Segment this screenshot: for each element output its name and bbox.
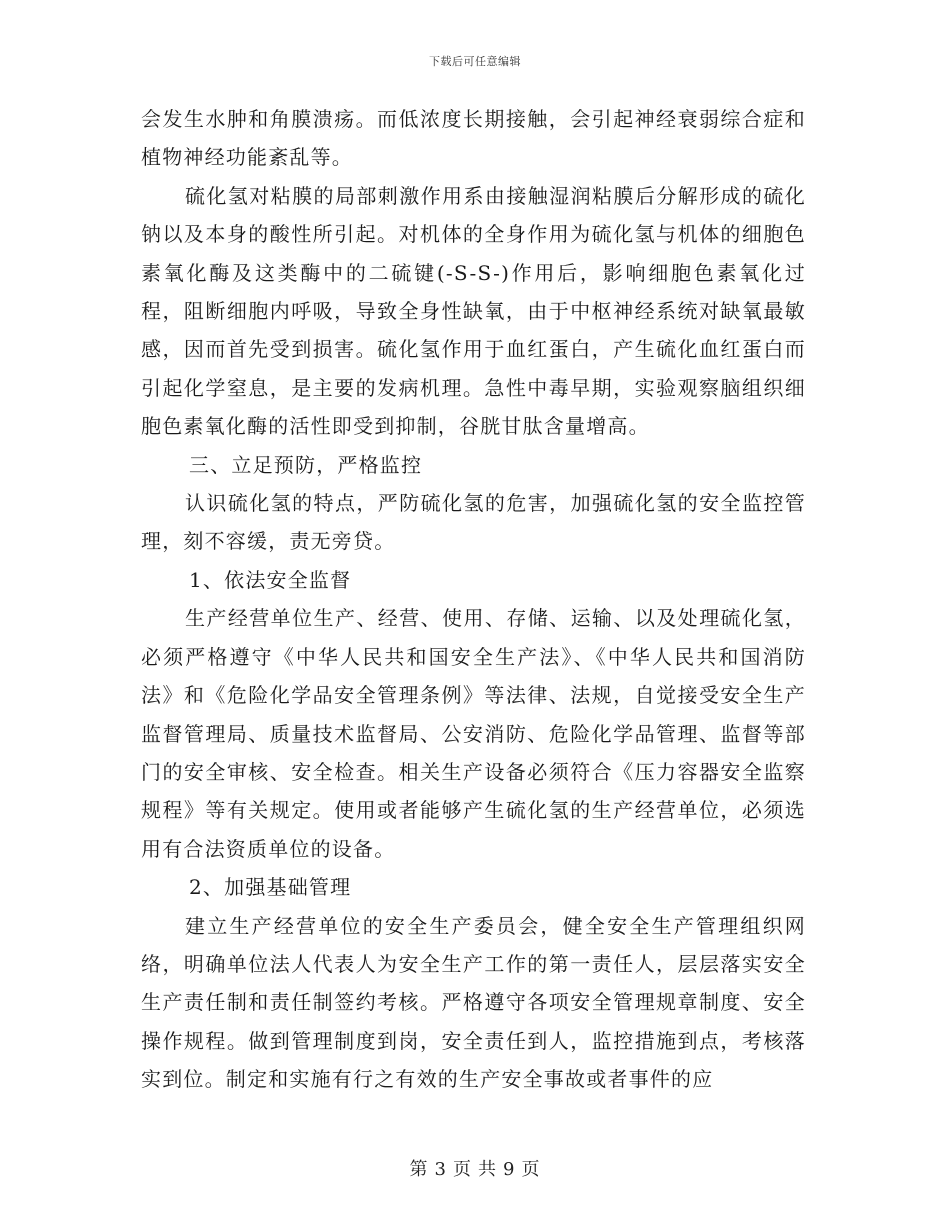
footer-label-ye-2: 页 [521,1159,541,1180]
section-heading-3: 三、立足预防，严格监控 [189,452,423,477]
document-body [141,100,806,1099]
page-header: 下载后可任意编辑 [429,55,521,68]
paragraph-basic-management: 建立生产经营单位的安全生产委员会，健全安全生产管理组织网络，明确单位法人代表人为安全生产工作的第一责任人，层层落实安全生产责任制和责任制签约考核。严格遵守各项安全管理规章制度、安全操作规程。做到管理制度到岗，安全责任到人，监控措施到点，考核落实到位。制定和实施有行之有效的生产安全事故或者事件的应 [141,913,806,1092]
footer-label-di: 第 [409,1159,429,1180]
paragraph-mechanism: 硫化氢对粘膜的局部刺激作用系由接触湿润粘膜后分解形成的硫化钠以及本身的酸性所引起。对机体的全身作用为硫化氢与机体的细胞色素氧化酶及这类酶中的二硫键(-S-S-)作用后，影响细胞色素氧化过程，阻断细胞内呼吸，导致全身性缺氧，由于中枢神经系统对缺氧最敏感，因而首先受到损害。硫化氢作用于血红蛋白，产生硫化血红蛋白而引起化学窒息，是主要的发病机理。急性中毒早期，实验观察脑组织细胞色素氧化酶的活性即受到抑制，谷胱甘肽含量增高。 [141,183,806,439]
footer-label-ye: 页 [453,1159,472,1180]
subsection-heading-1: 1、依法安全监督 [189,567,352,592]
page-footer [0,1155,950,1181]
subsection-heading-2: 2、加强基础管理 [189,875,352,900]
footer-total-pages: 9 [503,1159,516,1180]
footer-page-number: 3 [434,1159,447,1180]
paragraph-legal-supervision: 生产经营单位生产、经营、使用、存储、运输、以及处理硫化氢，必须严格遵守《中华人民共和国安全生产法》、《中华人民共和国消防法》和《危险化学品安全管理条例》等法律、法规，自觉接受安全生产监督管理局、质量技术监督局、公安消防、危险化学品管理、监督等部门的安全审核、安全检查。相关生产设备必须符合《压力容器安全监察规程》等有关规定。使用或者能够产生硫化氢的生产经营单位，必须选用有合法资质单位的设备。 [141,606,806,861]
paragraph-awareness: 认识硫化氢的特点，严防硫化氢的危害，加强硫化氢的安全监控管理，刻不容缓，责无旁贷。 [141,491,806,554]
footer-label-gong: 共 [478,1159,497,1180]
paragraph-continuation: 会发生水肿和角膜溃疡。而低浓度长期接触，会引起神经衰弱综合症和植物神经功能紊乱等。 [141,107,806,170]
